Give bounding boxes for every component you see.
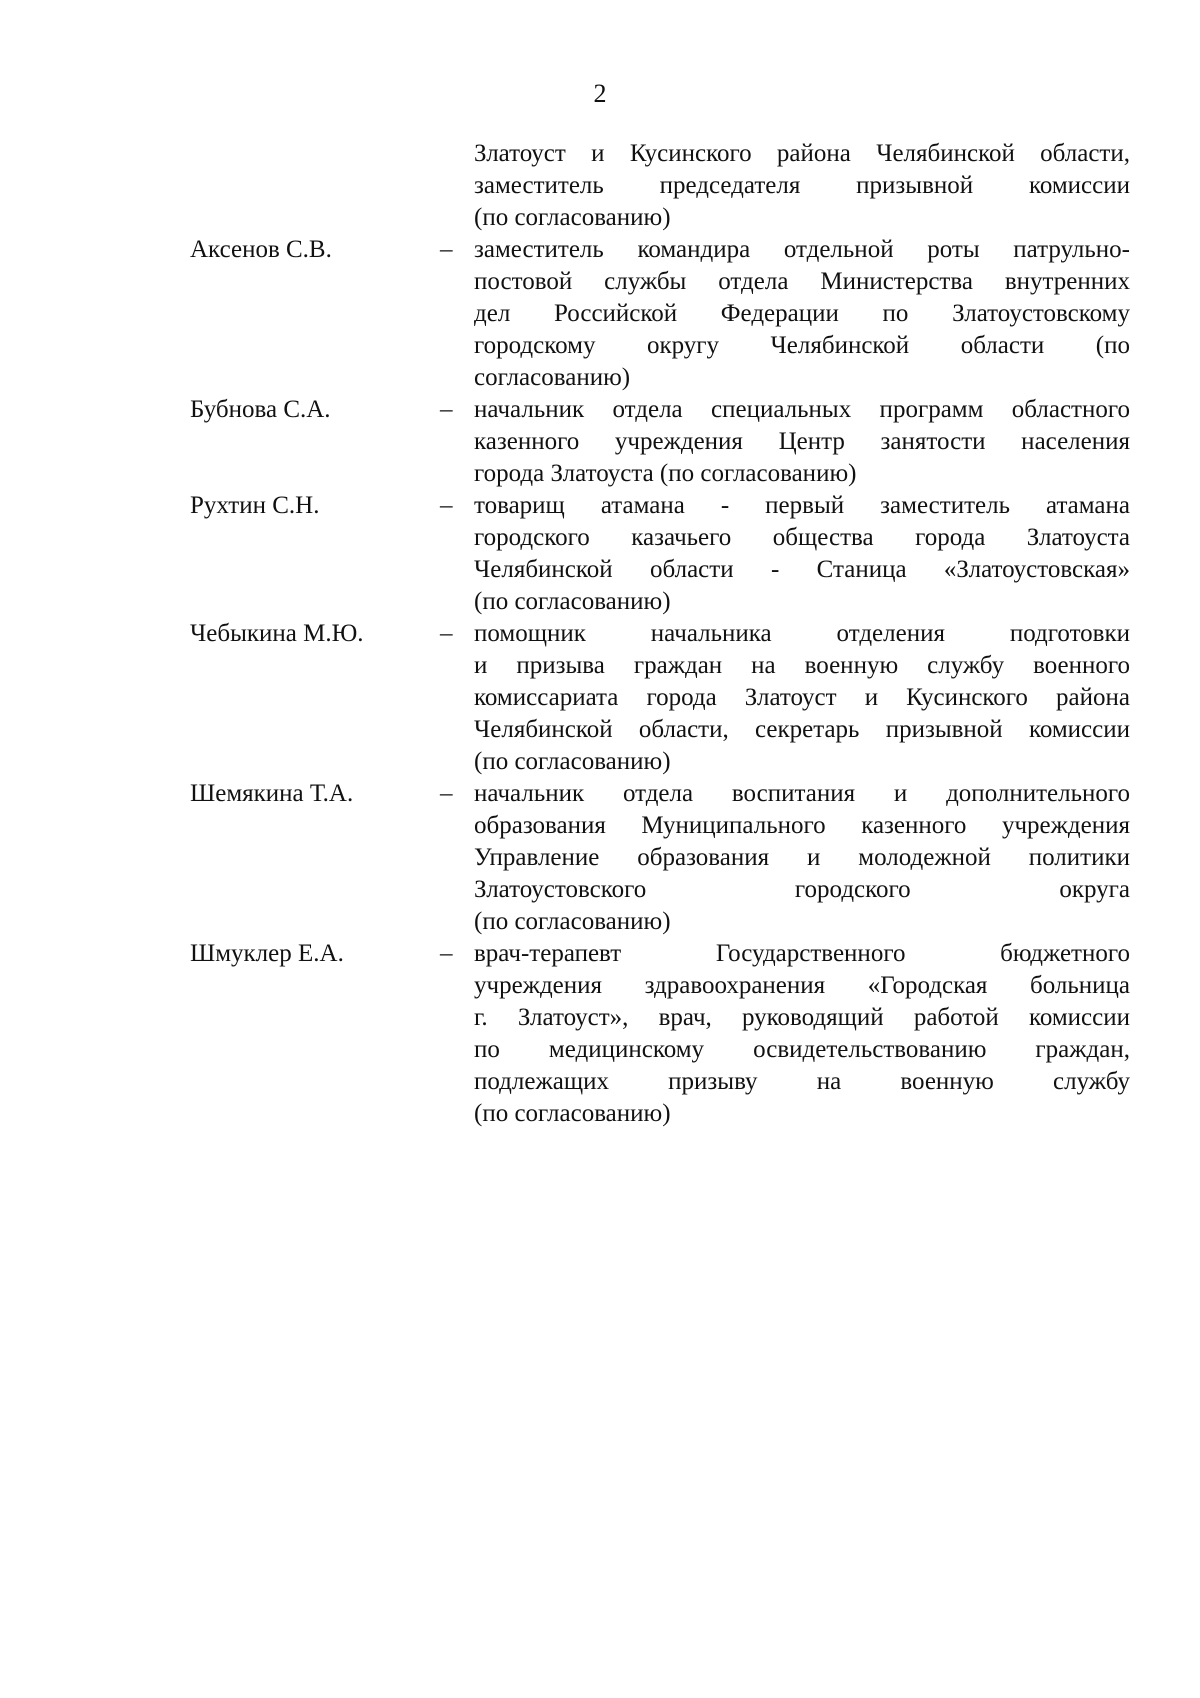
- description-line: Управление образования и молодежной политики: [474, 844, 1130, 871]
- description-line: (по согласованию): [474, 908, 671, 935]
- description-line: согласованию): [474, 364, 631, 391]
- description-line: и призыва граждан на военную службу военного: [474, 652, 1130, 679]
- description-line: (по согласованию): [474, 1100, 671, 1127]
- description-line: образования Муниципального казенного учреждения: [474, 812, 1130, 839]
- member-description: [474, 778, 1130, 938]
- lead-entry-continuation: [190, 138, 1130, 234]
- description-line: Златоустовского городского округа: [474, 876, 1130, 903]
- description-line: города Златоуста (по согласованию): [474, 460, 857, 487]
- description-line: Златоуст и Кусинского района Челябинской области,: [474, 140, 1130, 167]
- description-line: заместитель председателя призывной комиссии: [474, 172, 1130, 199]
- dash: –: [440, 396, 453, 423]
- member-name: Шмуклер Е.А.: [190, 940, 344, 967]
- description-line: товарищ атамана - первый заместитель атамана: [474, 492, 1130, 519]
- description-line: дел Российской Федерации по Златоустовскому: [474, 300, 1130, 327]
- description-line: (по согласованию): [474, 748, 671, 775]
- description-line: городского казачьего общества города Златоуста: [474, 524, 1130, 551]
- member-name: Аксенов С.В.: [190, 236, 332, 263]
- description-line: помощник начальника отделения подготовки: [474, 620, 1130, 647]
- description-line: городскому округу Челябинской области (по: [474, 332, 1130, 359]
- member-name: Бубнова С.А.: [190, 396, 331, 423]
- member-description: [474, 938, 1130, 1130]
- member-entry-shemyakina: [190, 778, 1130, 938]
- dash: –: [440, 780, 453, 807]
- dash: –: [440, 236, 453, 263]
- member-name: Рухтин С.Н.: [190, 492, 320, 519]
- dash: –: [440, 492, 453, 519]
- member-description: [474, 394, 1130, 490]
- member-name: Шемякина Т.А.: [190, 780, 354, 807]
- description-line: постовой службы отдела Министерства внутренних: [474, 268, 1130, 295]
- description-line: (по согласованию): [474, 204, 671, 231]
- dash: –: [440, 940, 453, 967]
- member-entry-shmukler: [190, 938, 1130, 1130]
- member-description: [474, 490, 1130, 618]
- member-entry-chebykina: [190, 618, 1130, 778]
- description-line: (по согласованию): [474, 588, 671, 615]
- description-line: казенного учреждения Центр занятости населения: [474, 428, 1130, 455]
- description-line: г. Златоуст», врач, руководящий работой комиссии: [474, 1004, 1130, 1031]
- member-description: [474, 234, 1130, 394]
- member-entry-bubnova: [190, 394, 1130, 490]
- description-line: начальник отдела специальных программ областного: [474, 396, 1130, 423]
- description-line: Челябинской области, секретарь призывной комиссии: [474, 716, 1130, 743]
- member-entry-aksenov: [190, 234, 1130, 394]
- description-line: учреждения здравоохранения «Городская больница: [474, 972, 1130, 999]
- description-line: комиссариата города Златоуст и Кусинского района: [474, 684, 1130, 711]
- description-line: начальник отдела воспитания и дополнительного: [474, 780, 1130, 807]
- member-description: [474, 618, 1130, 778]
- member-name: Чебыкина М.Ю.: [190, 620, 364, 647]
- description-line: по медицинскому освидетельствованию граждан,: [474, 1036, 1130, 1063]
- description-line: подлежащих призыву на военную службу: [474, 1068, 1130, 1095]
- page-number: 2: [593, 79, 607, 108]
- commission-member-list: [190, 138, 1130, 1130]
- description-line: врач-терапевт Государственного бюджетного: [474, 940, 1130, 967]
- member-description: [474, 138, 1130, 234]
- dash: –: [440, 620, 453, 647]
- member-entry-rukhtin: [190, 490, 1130, 618]
- description-line: заместитель командира отдельной роты патрульно-: [474, 236, 1130, 263]
- description-line: Челябинской области - Станица «Златоустовская»: [474, 556, 1130, 583]
